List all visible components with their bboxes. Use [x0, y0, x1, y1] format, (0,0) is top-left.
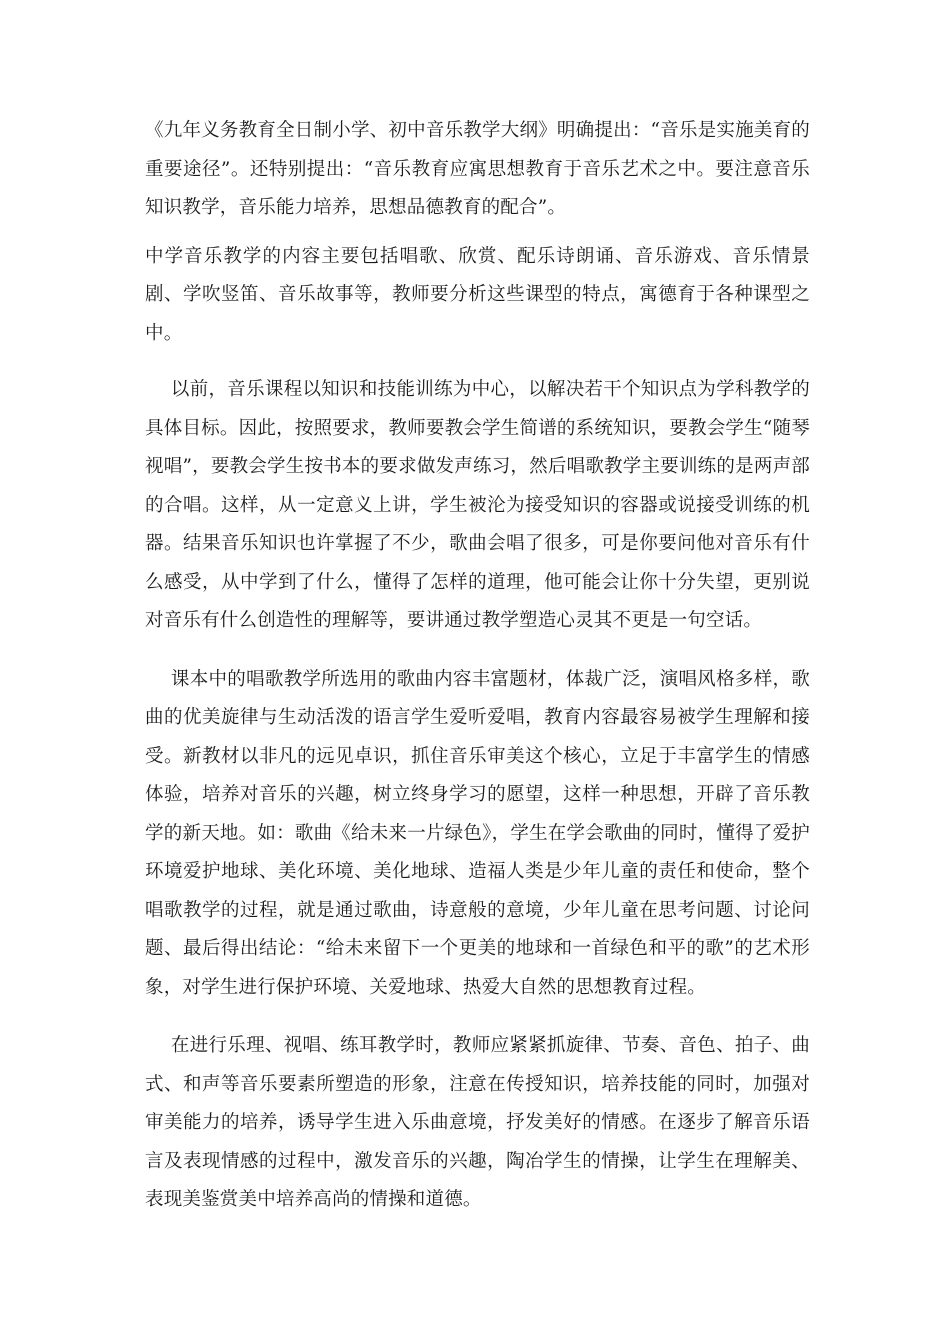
paragraph-singing-teaching: 课本中的唱歌教学所选用的歌曲内容丰富题材，体裁广泛，演唱风格多样，歌曲的优美旋律与生动活泼的语言学生爱听爱唱，教育内容最容易被学生理解和接受。新教材以非凡的远见卓识，抓住音乐审美这个核心，立足于丰富学生的情感体验，培养对音乐的兴趣，树立终身学习的愿望，这样一种思想，开辟了音乐教学的新天地。如：歌曲《给未来一片绿色》，学生在学会歌曲的同时，懂得了爱护环境爱护地球、美化环境、美化地球、造福人类是少年儿童的责任和使命，整个唱歌教学的过程，就是通过歌曲，诗意般的意境，少年儿童在思考问题、讨论问题、最后得出结论：“给未来留下一个更美的地球和一首绿色和平的歌”的艺术形象，对学生进行保护环境、关爱地球、热爱大自然的思想教育过程。 — [145, 668, 810, 998]
document-body — [145, 112, 810, 1220]
paragraph-music-theory: 在进行乐理、视唱、练耳教学时，教师应紧紧抓旋律、节奏、音色、拍子、曲式、和声等音乐要素所塑造的形象，注意在传授知识，培养技能的同时，加强对审美能力的培养，诱导学生进入乐曲意境，抒发美好的情感。在逐步了解音乐语言及表现情感的过程中，激发音乐的兴趣，陶冶学生的情操，让学生在理解美、表现美鉴赏美中培养高尚的情操和道德。 — [145, 1035, 810, 1210]
paragraph-past-curriculum: 以前，音乐课程以知识和技能训练为中心，以解决若干个知识点为学科教学的具体目标。因此，按照要求，教师要教会学生简谱的系统知识，要教会学生“随琴视唱”，要教会学生按书本的要求做发声练习，然后唱歌教学主要训练的是两声部的合唱。这样，从一定意义上讲，学生被沦为接受知识的容器或说接受训练的机器。结果音乐知识也许掌握了不少，歌曲会唱了很多，可是你要问他对音乐有什么感受，从中学到了什么，懂得了怎样的道理，他可能会让你十分失望，更别说对音乐有什么创造性的理解等，要讲通过教学塑造心灵其不更是一句空话。 — [145, 379, 810, 631]
paragraph-syllabus-quote: 《九年义务教育全日制小学、初中音乐教学大纲》明确提出：“音乐是实施美育的重要途径”。还特别提出：“音乐教育应寓思想教育于音乐艺术之中。要注意音乐知识教学，音乐能力培养，思想品德教育的配合”。 — [145, 120, 810, 218]
paragraph-teaching-content: 中学音乐教学的内容主要包括唱歌、欣赏、配乐诗朗诵、音乐游戏、音乐情景剧、学吹竖笛、音乐故事等，教师要分析这些课型的特点，寓德育于各种课型之中。 — [145, 245, 810, 344]
